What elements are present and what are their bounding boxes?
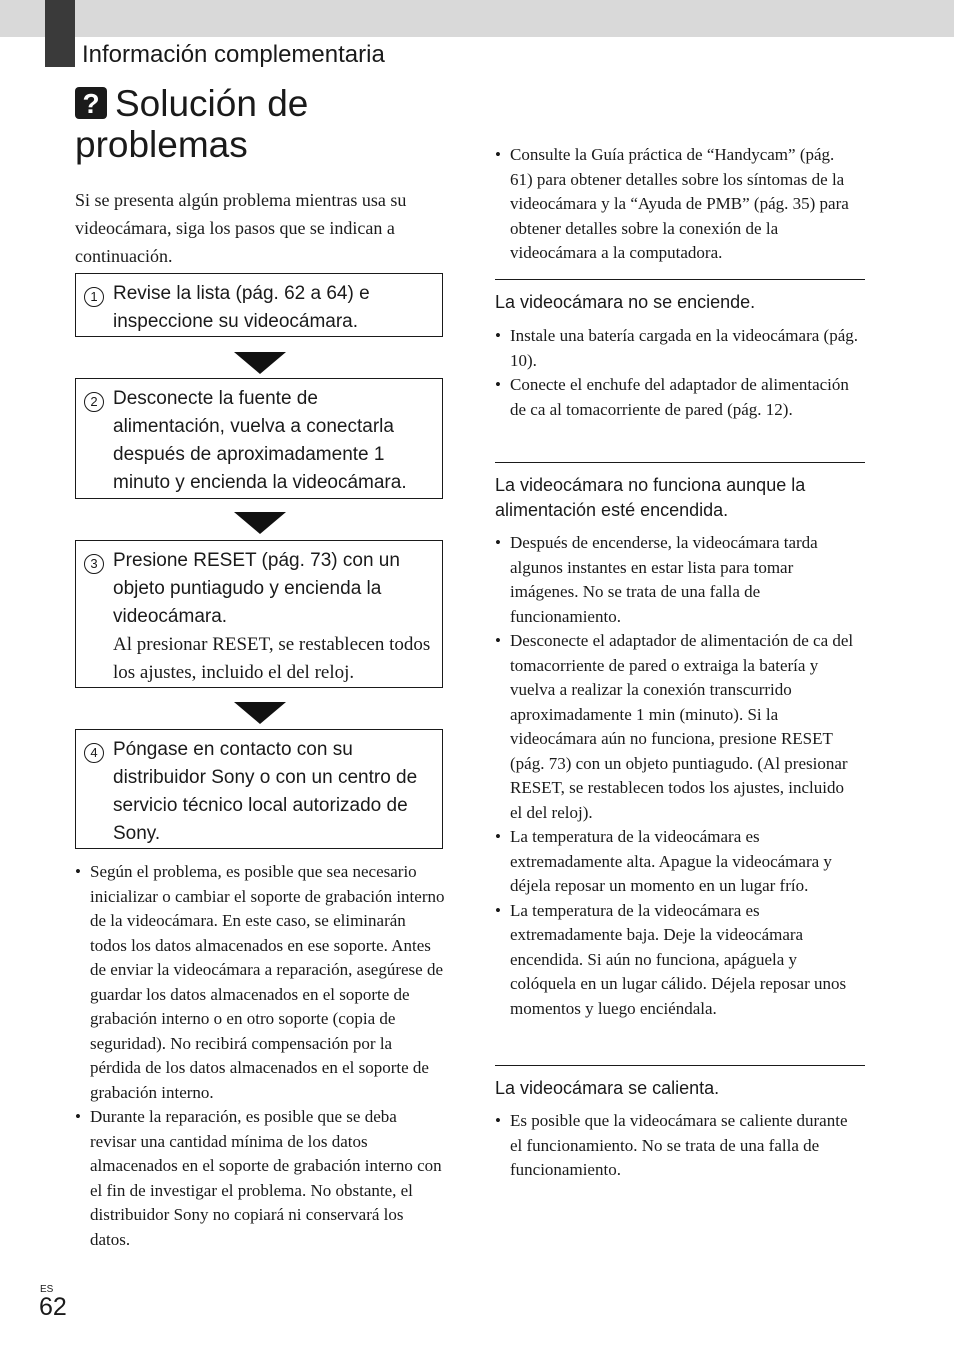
section-1-list <box>495 324 860 422</box>
down-arrow-icon <box>234 512 286 534</box>
list-item: • Es posible que la videocámara se caliente durante el funcionamiento. No se trata de una falla de funcionamiento. <box>495 1109 860 1183</box>
section-heading-2: La videocámara no funciona aunque la alimentación esté encendida. <box>495 475 806 520</box>
step-number-4: 4 <box>84 743 104 763</box>
list-item: • Instale una batería cargada en la videocámara (pág. 10). <box>495 324 860 373</box>
step-text-3: Presione RESET (pág. 73) con un objeto puntiagudo y encienda la videocámara. <box>113 550 400 627</box>
step-number-1: 1 <box>84 287 104 307</box>
down-arrow-icon <box>234 352 286 374</box>
step-text-2: Desconecte la fuente de alimentación, vuelva a conectarla después de aproximadamente 1 minuto y encienda la videocámara. <box>113 388 407 493</box>
step-box-2 <box>75 378 443 499</box>
right-intro-list <box>495 143 860 266</box>
left-notes-list <box>75 860 445 1252</box>
list-item: • La temperatura de la videocámara es extremadamente alta. Apague la videocámara y déjela reposar un momento en un lugar frío. <box>495 825 860 899</box>
step-text-1: Revise la lista (pág. 62 a 64) e inspeccione su videocámara. <box>113 283 370 332</box>
section-heading-1: La videocámara no se enciende. <box>495 292 756 312</box>
list-item: • Según el problema, es posible que sea necesario inicializar o cambiar el soporte de grabación interno de la videocámara. En este caso, se eliminarán todos los datos almacenados en ese soporte. Antes de enviar la videocámara a reparación, asegúrese de guardar los datos almacenados en el soporte de grabación interno o en otro soporte (copia de seguridad). No recibirá compensación por la pérdida de los datos almacenados en el soporte de grabación interno. <box>75 860 445 1105</box>
step-box-3 <box>75 540 443 688</box>
page-number: 62 <box>39 1293 67 1321</box>
down-arrow-icon <box>234 702 286 724</box>
divider <box>495 1065 865 1066</box>
section-title: Información complementaria <box>82 41 385 68</box>
section-heading-3: La videocámara se calienta. <box>495 1078 720 1098</box>
step-number-2: 2 <box>84 392 104 412</box>
divider <box>495 279 865 280</box>
divider <box>495 462 865 463</box>
list-item: • Desconecte el adaptador de alimentación de ca del tomacorriente de pared o extraiga la batería y vuelva a realizar la conexión transcurrido aproximadamente 1 min (minuto). Si la videocámara aún no funciona, presione RESET (pág. 73) con un objeto puntiagudo. (Al presionar RESET, se restablecen todos los ajustes, incluido el del reloj). <box>495 629 860 825</box>
step-text-4: Póngase en contacto con su distribuidor Sony o con un centro de servicio técnico local autorizado de Sony. <box>113 739 418 844</box>
language-code: ES <box>40 1284 54 1295</box>
step-number-3: 3 <box>84 554 104 574</box>
list-item: • Conecte el enchufe del adaptador de alimentación de ca al tomacorriente de pared (pág. 12). <box>495 373 860 422</box>
step-note-3: Al presionar RESET, se restablecen todos los ajustes, incluido el del reloj. <box>113 634 431 683</box>
section-3-list <box>495 1109 860 1183</box>
section-2-list <box>495 531 860 1021</box>
step-box-1 <box>75 273 443 337</box>
intro-paragraph: Si se presenta algún problema mientras usa su videocámara, siga los pasos que se indican a continuación. <box>75 190 407 266</box>
page-title-line1: Solución de <box>115 83 309 124</box>
section-tab-marker <box>45 0 75 67</box>
list-item: • Durante la reparación, es posible que se deba revisar una cantidad mínima de los datos almacenados en el soporte de grabación interno con el fin de investigar el problema. No obstante, el distribuidor Sony no copiará ni conservará los datos. <box>75 1105 445 1252</box>
question-mark-icon: ? <box>75 87 107 119</box>
page-title-block <box>75 83 475 165</box>
list-item: • Después de encenderse, la videocámara tarda algunos instantes en estar lista para tomar imágenes. No se trata de una falla de funcionamiento. <box>495 531 860 629</box>
page-title-line2: problemas <box>75 124 248 165</box>
list-item: • La temperatura de la videocámara es extremadamente baja. Deje la videocámara encendida. Si aún no funciona, apáguela y colóquela en un lugar cálido. Déjela reposar unos momentos y luego enciéndala. <box>495 899 860 1022</box>
header-band <box>0 0 954 37</box>
list-item: • Consulte la Guía práctica de “Handycam” (pág. 61) para obtener detalles sobre los síntomas de la videocámara y la “Ayuda de PMB” (pág. 35) para obtener detalles sobre la conexión de la videocámara a la computadora. <box>495 143 860 266</box>
step-box-4 <box>75 729 443 849</box>
